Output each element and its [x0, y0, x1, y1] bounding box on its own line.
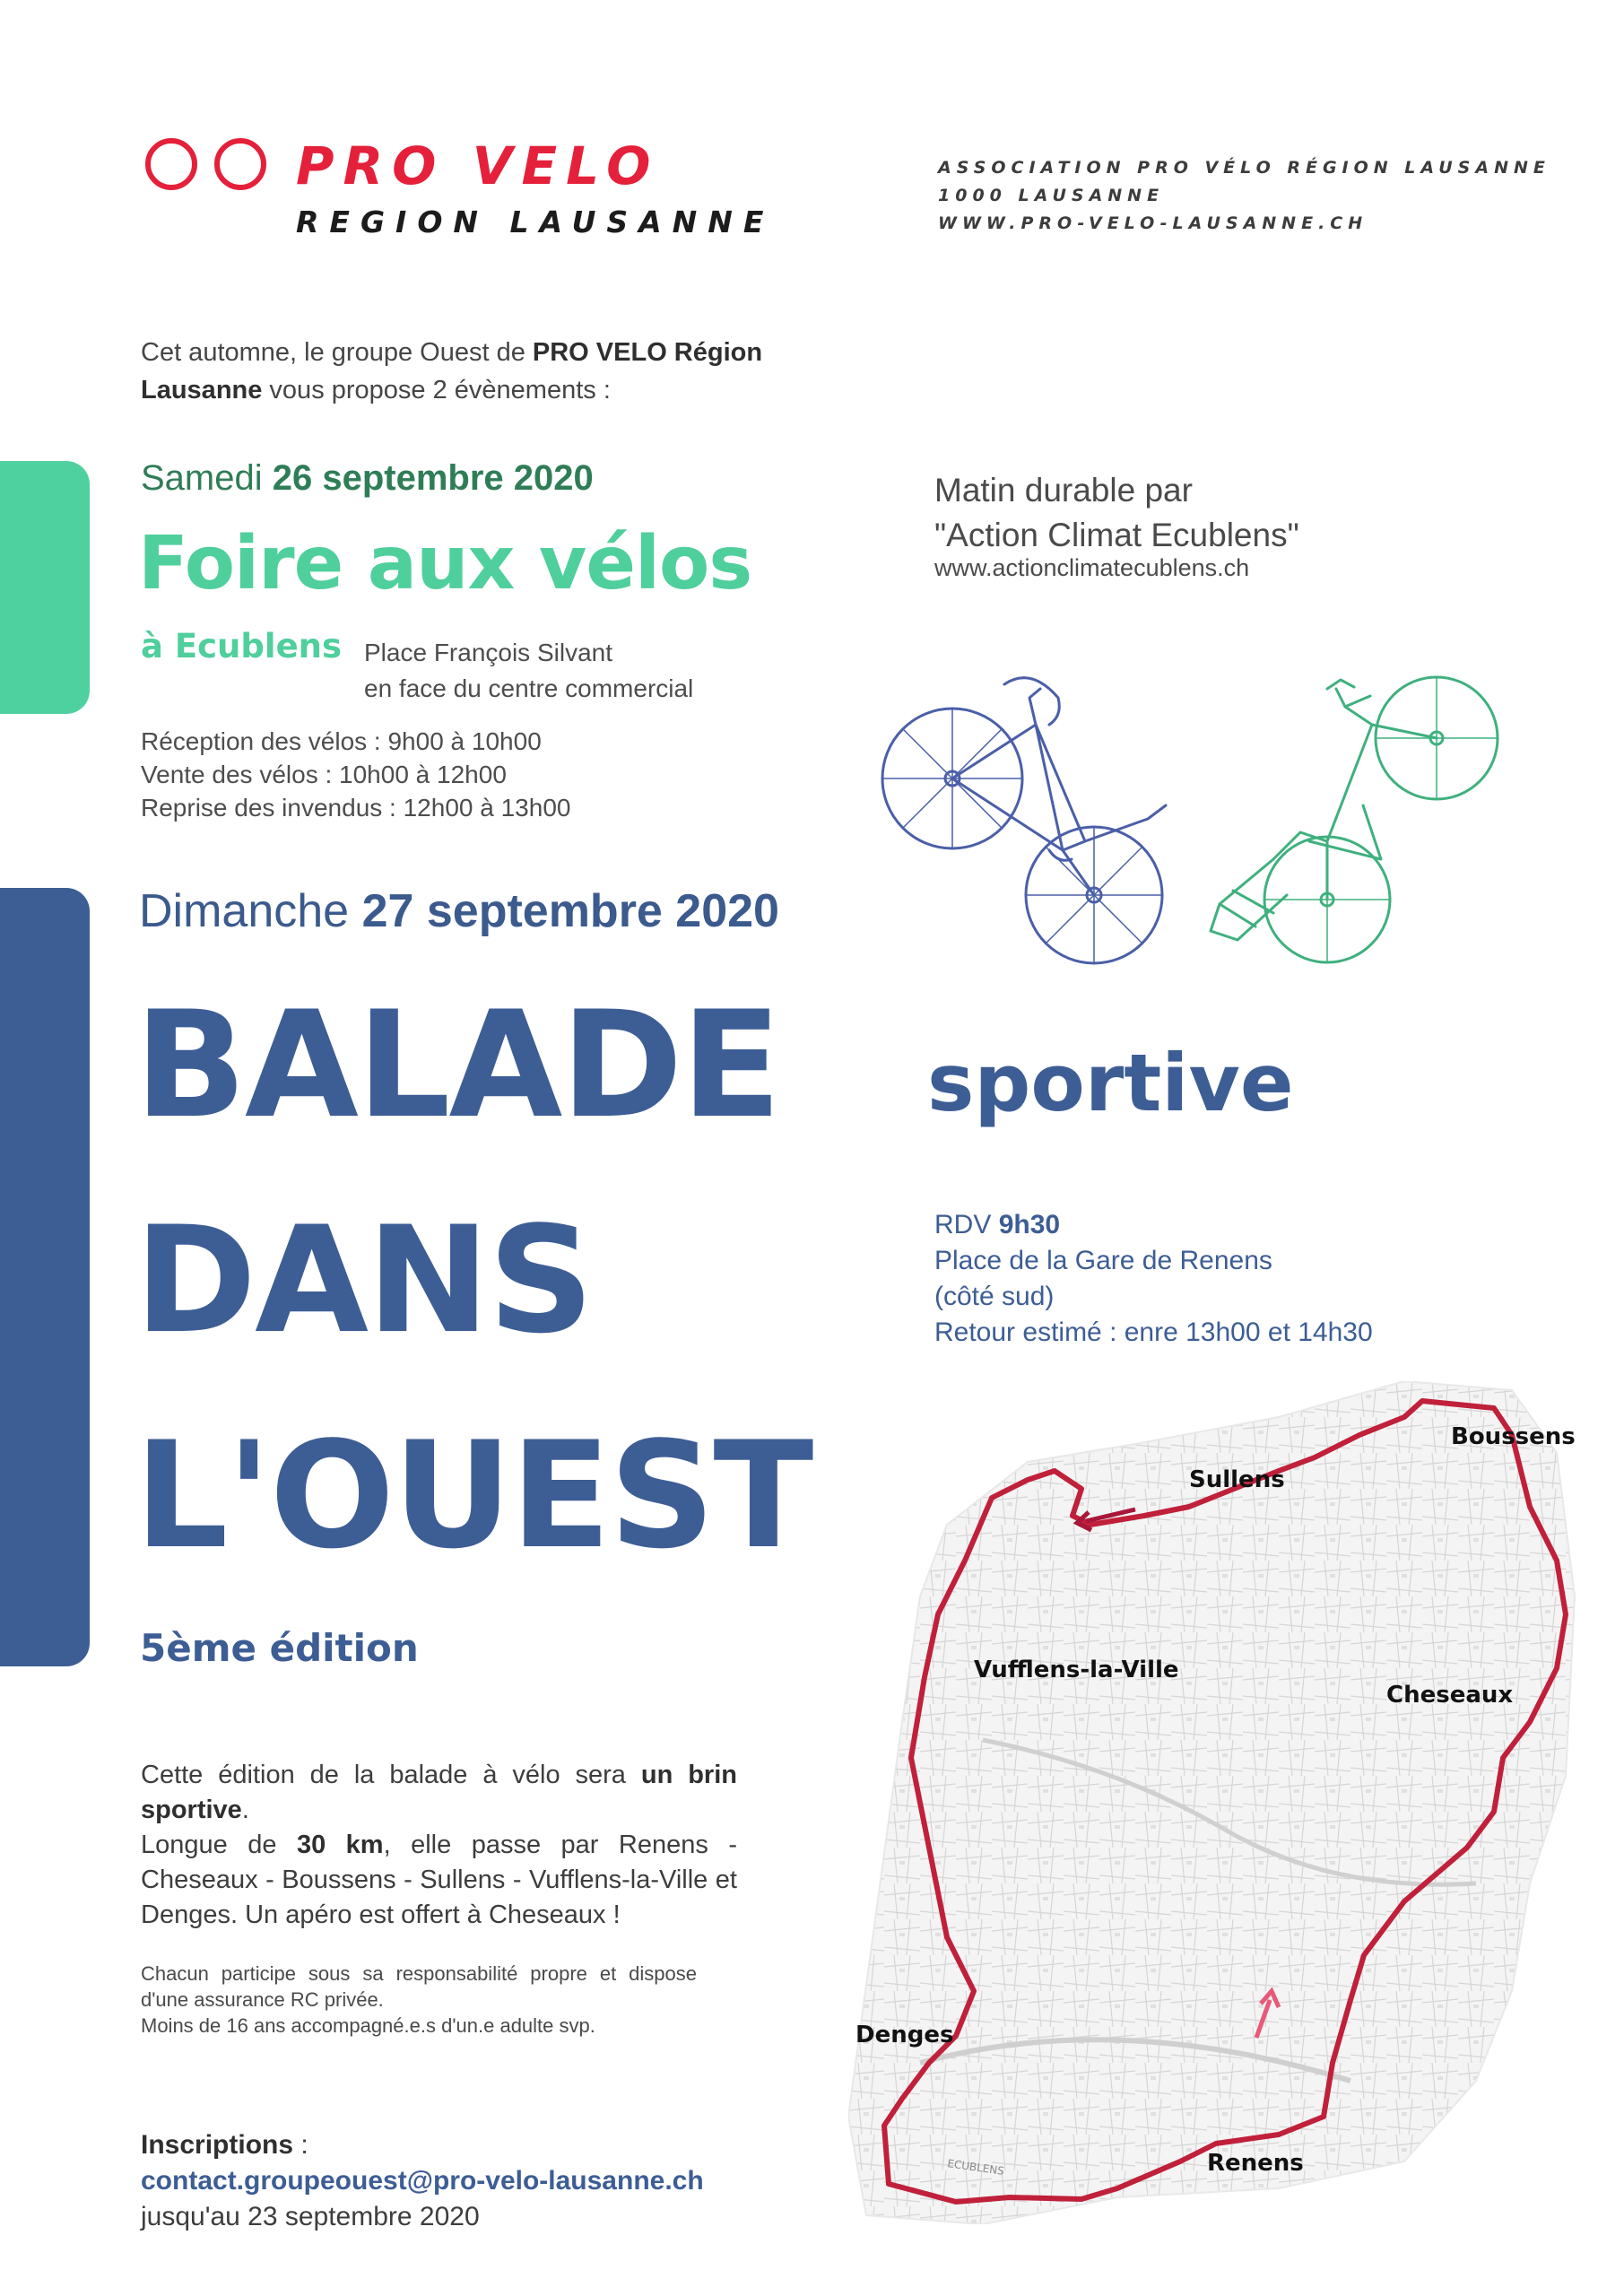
event1-date-value: 26 septembre 2020	[272, 458, 594, 498]
event2-description	[141, 1758, 737, 1933]
intro-text	[141, 334, 876, 409]
schedule-item: Réception des vélos : 9h00 à 10h00	[141, 727, 542, 755]
rdv-place: Place de la Gare de Renens	[934, 1246, 1272, 1275]
inscriptions-email-link[interactable]: contact.groupeouest@pro-velo-lausanne.ch	[141, 2166, 704, 2196]
desc-emphasis: un brin sportive	[141, 1761, 737, 1824]
desc-text: Longue de	[141, 1831, 297, 1859]
inscriptions-colon: :	[293, 2130, 308, 2160]
intro-prefix: Cet automne, le groupe Ouest de	[141, 338, 533, 367]
address-line: 1000 LAUSANNE	[938, 186, 1165, 205]
event2-notes	[141, 1961, 697, 2039]
schedule-item: Reprise des invendus : 12h00 à 13h00	[141, 794, 571, 822]
event2-title-line3: L'OUEST	[135, 1410, 812, 1581]
event1-partner	[934, 468, 1299, 558]
rdv-time: 9h30	[998, 1210, 1061, 1239]
event2-day: Dimanche	[139, 885, 362, 937]
event2-title-line2: DANS	[135, 1195, 593, 1366]
address-line: ASSOCIATION PRO VÉLO RÉGION LAUSANNE	[938, 158, 1550, 178]
event1-place	[364, 635, 693, 707]
event2-accent-bar	[0, 888, 90, 1666]
map-background	[848, 1381, 1575, 2224]
event2-title-sportive: sportive	[927, 1037, 1294, 1129]
event1-date	[141, 456, 594, 500]
map-label-cheseaux: Cheseaux	[1386, 1682, 1514, 1709]
inscriptions-deadline: jusqu'au 23 septembre 2020	[141, 2202, 480, 2231]
event2-edition: 5ème édition	[140, 1626, 419, 1670]
map-label-renens: Renens	[1207, 2150, 1304, 2177]
event1-schedule	[141, 725, 570, 824]
event2-rdv	[934, 1207, 1373, 1351]
map-label-sullens: Sullens	[1189, 1466, 1285, 1493]
address-url[interactable]: WWW.PRO-VELO-LAUSANNE.CH	[938, 213, 1368, 233]
inscriptions-label: Inscriptions	[141, 2130, 294, 2160]
event1-accent-bar	[0, 461, 90, 714]
pro-velo-rings-icon	[143, 136, 278, 192]
map-label-boussens: Boussens	[1451, 1423, 1576, 1450]
description-paragraph	[141, 1828, 737, 1933]
event1-location: à Ecublens	[141, 627, 343, 665]
map-label-ecublens: ECUBLENS	[946, 2157, 1005, 2178]
description-paragraph	[141, 1758, 737, 1828]
note-line: Chacun participe sous sa responsabilité propre et dispose d'une assurance RC privée.	[141, 1962, 697, 2011]
event1-place-line: en face du centre commercial	[364, 674, 694, 702]
rdv-label: RDV	[934, 1210, 999, 1239]
event2-date	[139, 883, 779, 939]
event2-title-line1: BALADE	[135, 979, 780, 1151]
schedule-item: Vente des vélos : 10h00 à 12h00	[141, 761, 507, 788]
association-address	[938, 154, 1550, 238]
rdv-return: Retour estimé : enre 13h00 et 14h30	[934, 1318, 1373, 1347]
inscriptions-heading	[141, 2127, 704, 2163]
desc-text: , elle passe par Renens - Cheseaux - Boussens - Sullens - Vufflens-la-Ville et Denges. Un apéro est offert à Cheseaux !	[141, 1831, 737, 1929]
map-label-vufflens: Vufflens-la-Ville	[974, 1657, 1179, 1683]
intro-org: PRO VELO Région Lausanne	[141, 338, 763, 404]
desc-text: Cette édition de la balade à vélo sera	[141, 1761, 641, 1789]
rdv-side: (côté sud)	[934, 1282, 1055, 1311]
logo-subtitle: REGION LAUSANNE	[296, 204, 775, 239]
bicycles-illustration	[879, 671, 1507, 976]
event1-day: Samedi	[141, 458, 273, 498]
logo-title: PRO VELO	[296, 135, 660, 196]
event1-title: Foire aux vélos	[138, 521, 752, 606]
event2-date-value: 27 septembre 2020	[361, 885, 779, 937]
desc-text: .	[241, 1796, 249, 1824]
green-bicycle-icon	[1211, 677, 1498, 962]
route-map	[848, 1381, 1579, 2224]
partner-line: "Action Climat Ecublens"	[934, 517, 1299, 553]
desc-emphasis: 30 km	[296, 1831, 384, 1859]
intro-suffix: vous propose 2 évènements :	[262, 376, 611, 404]
partner-line: Matin durable par	[934, 472, 1193, 509]
inscriptions-block	[141, 2127, 704, 2235]
note-line: Moins de 16 ans accompagné.e.s d'un.e adulte svp.	[141, 2014, 595, 2037]
partner-url[interactable]: www.actionclimatecublens.ch	[934, 554, 1250, 581]
event1-place-line: Place François Silvant	[364, 639, 613, 666]
map-label-denges: Denges	[855, 2022, 954, 2048]
rdv-time-line	[934, 1207, 1373, 1243]
blue-bicycle-icon	[882, 678, 1166, 963]
